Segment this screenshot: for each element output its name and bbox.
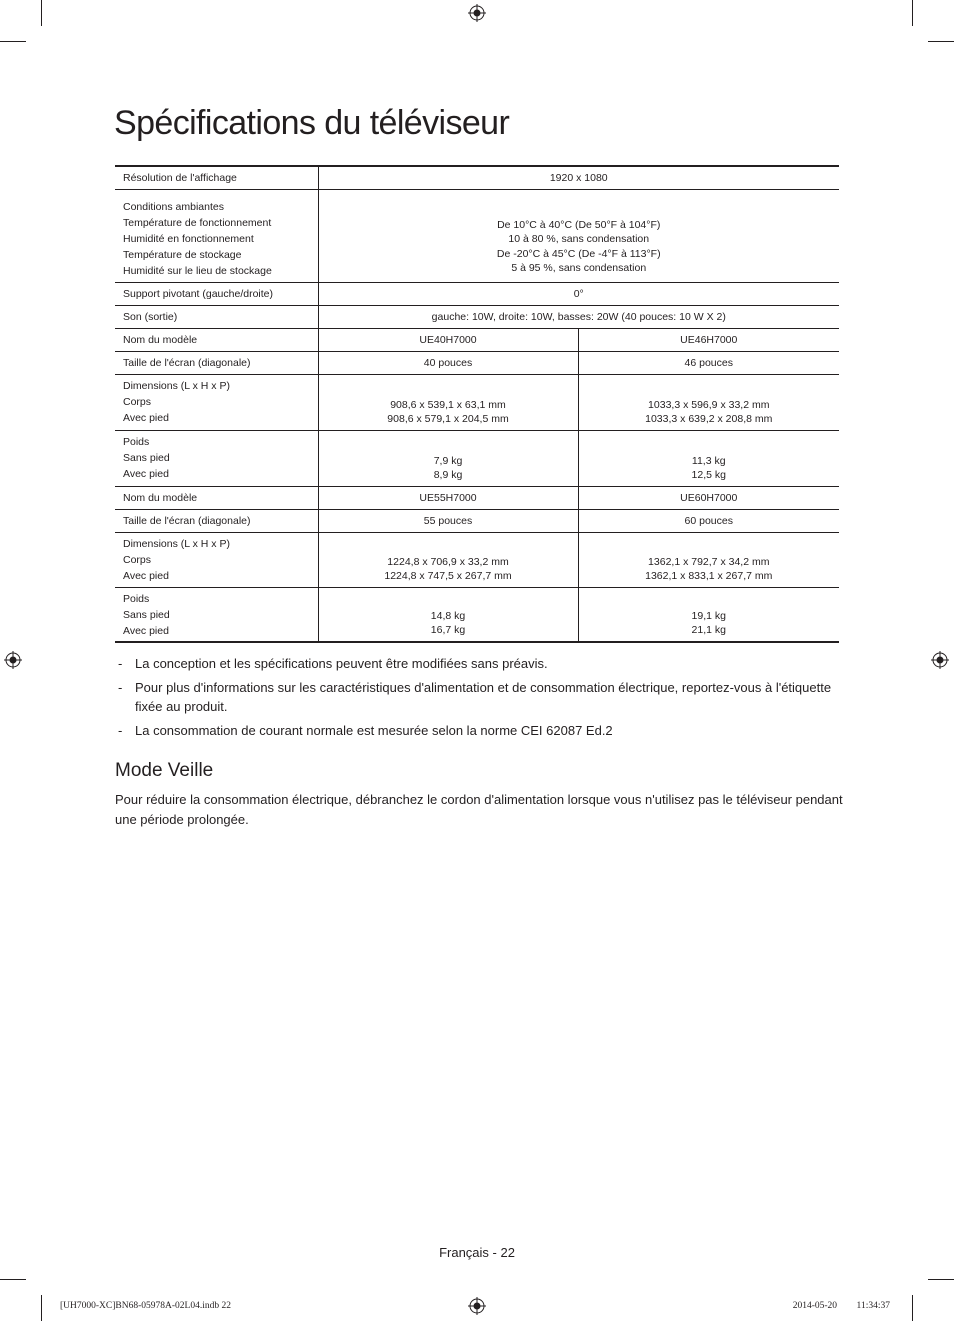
bullet-dash: - <box>118 723 123 738</box>
spec-value <box>318 532 578 587</box>
spec-value-line: 12,5 kg <box>691 468 726 481</box>
section-paragraph: Pour réduire la consommation électrique, débranchez le cordon d'alimentation lorsque vous n'utilisez pas le téléviseur pendant une période prolongée. <box>115 792 843 827</box>
spec-label-line: Avec pied <box>123 569 169 582</box>
spec-value-line: 8,9 kg <box>433 468 463 481</box>
print-slug-left: [UH7000-XC]BN68-05978A-02L04.indb 22 <box>60 1301 231 1311</box>
spec-label-line: Corps <box>123 553 152 566</box>
spec-value <box>318 430 578 486</box>
table-row <box>115 509 839 532</box>
spec-value <box>318 374 578 430</box>
spec-value-line: De 10°C à 40°C (De 50°F à 104°F) <box>497 218 661 231</box>
spec-value <box>578 532 839 587</box>
spec-label-line: Avec pied <box>123 467 169 480</box>
list-item <box>115 721 839 740</box>
spec-value: UE55H7000 <box>318 486 578 509</box>
spec-label: Taille de l'écran (diagonale) <box>115 351 318 374</box>
spec-value-line: 11,3 kg <box>691 454 726 467</box>
spec-value <box>318 587 578 642</box>
registration-mark-icon <box>468 1297 486 1315</box>
spec-value-line: 1033,3 x 639,2 x 208,8 mm <box>645 412 773 425</box>
spec-label <box>115 587 318 642</box>
spec-value: 1920 x 1080 <box>318 166 839 189</box>
spec-value <box>578 587 839 642</box>
spec-label: Résolution de l'affichage <box>115 166 318 189</box>
spec-value-line: 10 à 80 %, sans condensation <box>508 233 650 245</box>
list-item <box>115 654 839 673</box>
spec-value: UE40H7000 <box>318 328 578 351</box>
spec-label: Son (sortie) <box>115 305 318 328</box>
page-title: Spécifications du téléviseur <box>114 104 510 142</box>
spec-value: 60 pouces <box>578 509 839 532</box>
spec-value-line: 1224,8 x 706,9 x 33,2 mm <box>387 555 509 568</box>
table-row <box>115 166 839 189</box>
spec-label-line: Sans pied <box>123 451 170 464</box>
notes-list <box>115 654 839 745</box>
spec-value-line: 1033,3 x 596,9 x 33,2 mm <box>648 398 770 411</box>
note-text: Pour plus d'informations sur les caractéristiques d'alimentation et de consommation électrique, reportez-vous à l'étiquette fixée au produit. <box>135 680 832 714</box>
spec-value-line: 21,1 kg <box>691 624 726 636</box>
spec-label: Taille de l'écran (diagonale) <box>115 509 318 532</box>
crop-mark <box>0 41 26 42</box>
table-row <box>115 351 839 374</box>
spec-label-line: Poids <box>123 592 150 605</box>
spec-label <box>115 430 318 486</box>
note-text: La conception et les spécifications peuvent être modifiées sans préavis. <box>135 656 548 671</box>
spec-value <box>318 189 839 282</box>
spec-value: UE46H7000 <box>578 328 839 351</box>
spec-value: gauche: 10W, droite: 10W, basses: 20W (40 pouces: 10 W X 2) <box>318 305 839 328</box>
table-row <box>115 374 839 430</box>
spec-value-line: 1362,1 x 833,1 x 267,7 mm <box>645 569 773 582</box>
table-row <box>115 532 839 587</box>
registration-mark-icon <box>931 651 949 669</box>
spec-label-line: Conditions ambiantes <box>123 200 224 213</box>
spec-label-line: Sans pied <box>123 608 170 621</box>
spec-value-line: 908,6 x 539,1 x 63,1 mm <box>390 398 506 411</box>
spec-value-line: 7,9 kg <box>433 454 463 467</box>
spec-label-line: Humidité en fonctionnement <box>123 232 254 245</box>
spec-label-line: Température de stockage <box>123 248 242 261</box>
spec-value <box>578 430 839 486</box>
table-row <box>115 430 839 486</box>
bullet-dash: - <box>118 680 123 695</box>
crop-mark <box>912 1295 913 1321</box>
list-item <box>115 678 839 716</box>
spec-label <box>115 532 318 587</box>
spec-label <box>115 374 318 430</box>
spec-label: Nom du modèle <box>115 486 318 509</box>
registration-mark-icon <box>4 651 22 669</box>
spec-label-line: Température de fonctionnement <box>123 216 272 229</box>
crop-mark <box>41 1295 42 1321</box>
table-row <box>115 305 839 328</box>
spec-value-line: 1224,8 x 747,5 x 267,7 mm <box>384 569 512 582</box>
crop-mark <box>928 1279 954 1280</box>
bullet-dash: - <box>118 656 123 671</box>
spec-value-line: 16,7 kg <box>430 624 466 636</box>
spec-label-line: Avec pied <box>123 624 169 637</box>
crop-mark <box>0 1279 26 1280</box>
table-row <box>115 282 839 305</box>
table-row <box>115 328 839 351</box>
section-heading: Mode Veille <box>115 760 214 781</box>
table-row <box>115 189 839 282</box>
spec-value-line: De -20°C à 45°C (De -4°F à 113°F) <box>496 247 661 260</box>
spec-value: 46 pouces <box>578 351 839 374</box>
spec-value-line: 14,8 kg <box>430 610 466 622</box>
spec-value: 55 pouces <box>318 509 578 532</box>
spec-table <box>115 165 839 643</box>
spec-value-line: 1362,1 x 792,7 x 34,2 mm <box>648 555 770 568</box>
spec-value-line: 908,6 x 579,1 x 204,5 mm <box>387 412 509 425</box>
spec-label-line: Humidité sur le lieu de stockage <box>123 264 272 277</box>
registration-mark-icon <box>468 4 486 22</box>
spec-label-line: Dimensions (L x H x P) <box>123 537 230 550</box>
spec-value: UE60H7000 <box>578 486 839 509</box>
spec-label-line: Poids <box>123 435 150 448</box>
spec-label: Nom du modèle <box>115 328 318 351</box>
spec-label-line: Corps <box>123 395 152 408</box>
crop-mark <box>928 41 954 42</box>
spec-label <box>115 189 318 282</box>
spec-label: Support pivotant (gauche/droite) <box>115 282 318 305</box>
page-number: Français - 22 <box>439 1245 515 1260</box>
spec-value <box>578 374 839 430</box>
spec-value: 40 pouces <box>318 351 578 374</box>
spec-label-line: Avec pied <box>123 411 169 424</box>
note-text: La consommation de courant normale est mesurée selon la norme CEI 62087 Ed.2 <box>135 723 613 738</box>
spec-value: 0° <box>318 282 839 305</box>
print-slug-right: 2014-05-20 ￿￿ 11:34:37 <box>792 1301 890 1311</box>
spec-label-line: Dimensions (L x H x P) <box>123 379 230 392</box>
crop-mark <box>41 0 42 26</box>
table-row <box>115 587 839 642</box>
spec-value-line: 5 à 95 %, sans condensation <box>511 262 647 274</box>
spec-value-line: 19,1 kg <box>691 610 726 622</box>
table-row <box>115 486 839 509</box>
crop-mark <box>912 0 913 26</box>
